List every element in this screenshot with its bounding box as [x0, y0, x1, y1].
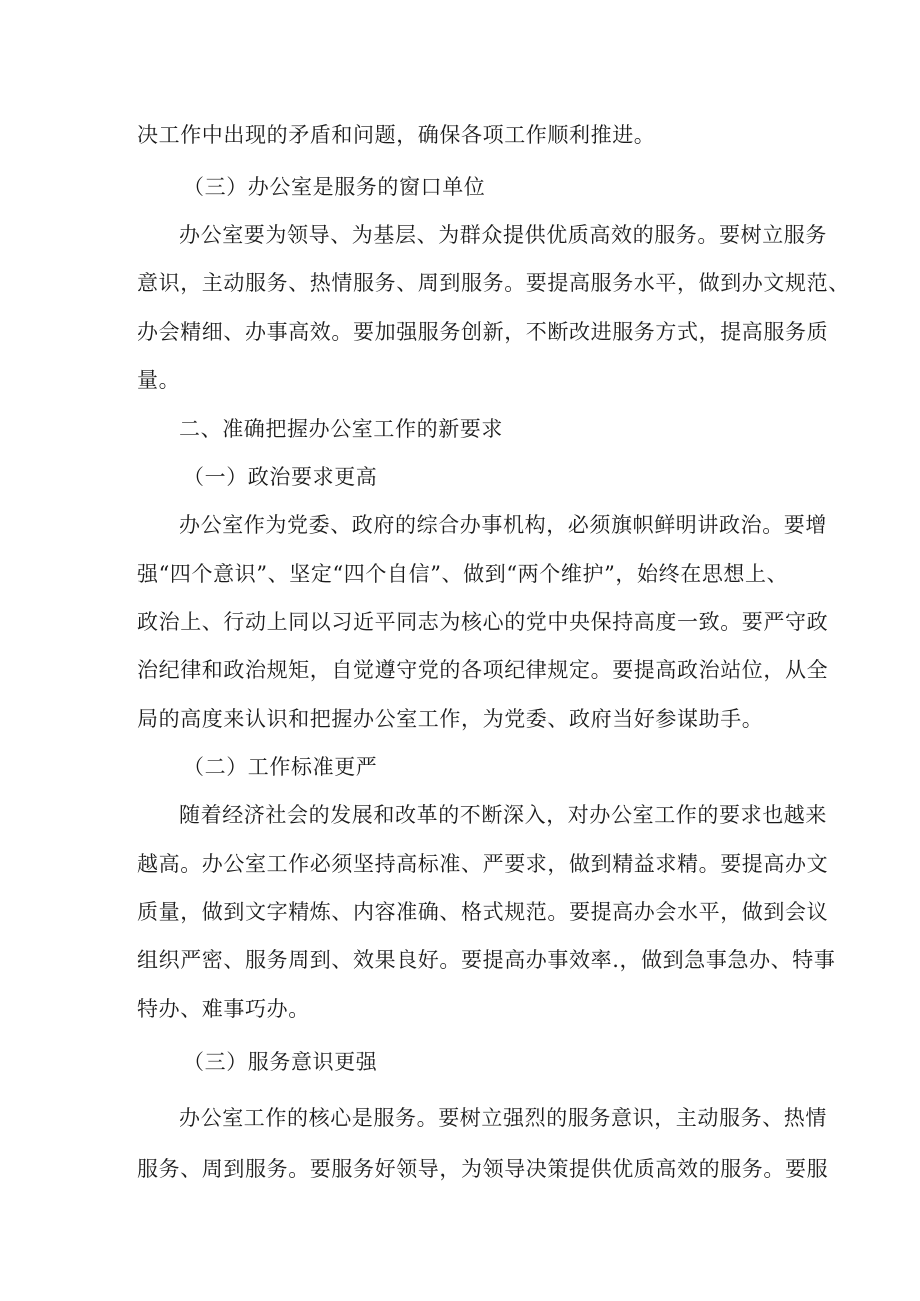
text-line: 治纪律和政治规矩，自觉遵守党的各项纪律规定。要提高政治站位，从全	[137, 658, 829, 682]
text-line: 量。	[137, 368, 181, 392]
text-line: 意识，主动服务、热情服务、周到服务。要提高服务水平，做到办文规范、	[137, 271, 850, 295]
text-line: 随着经济社会的发展和改革的不断深入，对办公室工作的要求也越来	[179, 803, 827, 827]
text-line: 特办、难事巧办。	[137, 997, 310, 1021]
text-line: 政治上、行动上同以习近平同志为核心的党中央保持高度一致。要严守政	[137, 610, 829, 634]
text-line: 质量，做到文字精炼、内容准确、格式规范。要提高办会水平，做到会议	[137, 900, 829, 924]
subsection-heading: （二）工作标准更严	[183, 755, 378, 779]
subsection-heading: （三）办公室是服务的窗口单位	[183, 175, 486, 199]
subsection-heading: （一）政治要求更高	[183, 465, 378, 489]
text-line: 办公室工作的核心是服务。要树立强烈的服务意识，主动服务、热情	[179, 1106, 827, 1130]
text-line: 办公室要为领导、为基层、为群众提供优质高效的服务。要树立服务	[179, 223, 827, 247]
text-line: 办会精细、办事高效。要加强服务创新，不断改进服务方式，提高服务质	[137, 320, 829, 344]
text-line: 强“四个意识”、坚定“四个自信”、做到“两个维护”，始终在思想上、	[137, 562, 789, 586]
text-line: 办公室作为党委、政府的综合办事机构，必须旗帜鲜明讲政治。要增	[179, 513, 827, 537]
subsection-heading: （三）服务意识更强	[183, 1050, 378, 1074]
text-line: 组织严密、服务周到、效果良好。要提高办事效率.，做到急事急办、特事	[137, 948, 836, 972]
text-line: 决工作中出现的矛盾和问题，确保各项工作顺利推进。	[137, 123, 656, 147]
text-line: 越高。办公室工作必须坚持高标准、严要求，做到精益求精。要提高办文	[137, 852, 829, 876]
section-heading: 二、准确把握办公室工作的新要求	[179, 417, 503, 441]
text-line: 服务、周到服务。要服务好领导，为领导决策提供优质高效的服务。要服	[137, 1157, 829, 1181]
text-line: 局的高度来认识和把握办公室工作，为党委、政府当好参谋助手。	[137, 707, 764, 731]
